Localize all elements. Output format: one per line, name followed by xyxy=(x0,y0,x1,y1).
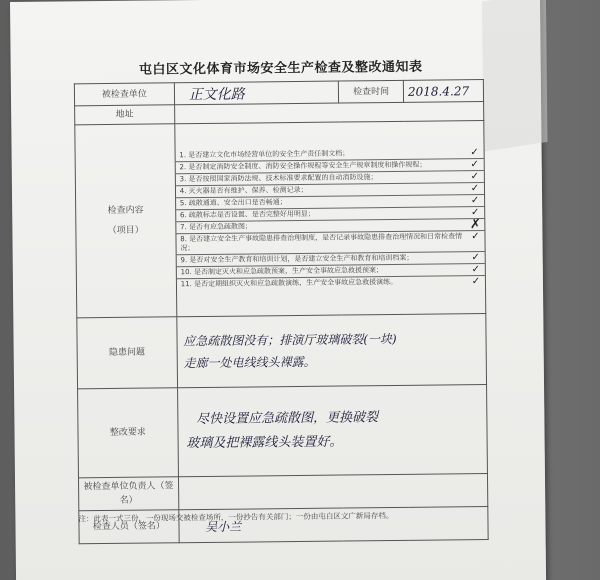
inspection-form-table xyxy=(74,79,489,544)
hazard-value-line2: 走廊一处电线线头裸露。 xyxy=(183,354,316,371)
inspection-item-text: 6. 疏散标志是否设置、是否完整好用明显； xyxy=(179,209,315,220)
inspection-items-cell xyxy=(175,121,486,317)
check-mark-icon: ✓ xyxy=(470,171,480,183)
check-mark-icon: ✓ xyxy=(471,276,481,288)
inspection-item-text: 11. 是否定期组织灭火和应急疏散演练，生产安全事故应急救援演练。 xyxy=(180,277,398,289)
inspector-label: 检查人员（签名） xyxy=(79,510,179,544)
content-label-cell xyxy=(75,124,177,318)
inspected-unit-value: 正文化路 xyxy=(174,81,339,105)
row-hazard xyxy=(77,314,487,389)
content-sub-label: （项目） xyxy=(107,225,144,236)
inspection-item-text: 2. 是否制定消防安全制度、消防安全操作规程等安全生产规章制度和操作规程； xyxy=(179,160,427,172)
check-mark-icon: ✓ xyxy=(471,252,480,264)
check-mark-icon: ✓ xyxy=(471,231,480,243)
footnote: 注：此表一式三份，一份现场交被检查场所，一份抄告有关部门；一份由屯白区文广新局存档。 xyxy=(78,511,394,524)
check-mark-icon: ✓ xyxy=(470,195,480,207)
inspection-item-text: 9. 是否对安全生产教育和培训计划，是否建立安全生产和教育和培训档案； xyxy=(180,253,414,265)
rectify-value-line1: 尽快设置应急疏散图，更换破裂 xyxy=(196,410,379,428)
hazard-value-line1: 应急疏散图没有；排演厅玻璃破裂(一块) xyxy=(183,331,397,349)
inspection-item-text: 4. 灭火器是否有维护、保养、检测记录； xyxy=(179,185,308,196)
hazard-label: 隐患问题 xyxy=(77,317,177,389)
row-inspection-content xyxy=(75,121,486,318)
rectify-value-line2: 玻璃及把裸露线头装置好。 xyxy=(186,434,343,452)
inspection-time-value: 2018.4.27 xyxy=(403,80,483,103)
document-title: 屯白区文化体育市场安全生产检查及整改通知表 xyxy=(138,59,423,78)
inspection-item xyxy=(177,276,485,290)
hazard-value-cell xyxy=(177,314,487,388)
inspection-item-text: 7. 是否有应急疏散图； xyxy=(180,222,253,232)
check-mark-icon: ✓ xyxy=(470,147,479,159)
inspection-item-text: 8. 是否建立安全生产事故隐患排查治理制度，是否记录事故隐患排查治理情况和日常检查情况； xyxy=(180,232,463,253)
inspection-item-text: 10. 是否制定灭火和应急疏散预案，生产安全事故应急救援预案； xyxy=(180,266,383,277)
check-mark-icon: ✓ xyxy=(470,183,480,195)
cross-mark-icon: ✗ xyxy=(469,217,481,233)
row-rectify xyxy=(78,385,488,478)
check-mark-icon: ✓ xyxy=(471,264,481,276)
check-mark-icon: ✓ xyxy=(470,159,479,171)
paper-fold-shadow xyxy=(482,0,547,152)
inspection-item-text: 3. 是否按照国家消防法规、技术标准要求配置的自动消防设施； xyxy=(179,173,378,184)
inspection-time-label: 检查时间 xyxy=(339,80,404,103)
rectify-value-cell xyxy=(177,385,487,477)
content-label: 检查内容 xyxy=(107,205,144,216)
address-label: 地址 xyxy=(75,105,175,125)
paper-sheet xyxy=(10,0,546,580)
rectify-label: 整改要求 xyxy=(78,388,179,478)
responsible-value xyxy=(178,474,488,510)
inspection-item-text: 1. 是否建立文化市场经营单位的安全生产责任制文档； xyxy=(179,149,350,160)
inspection-item-text: 5. 疏散通道、安全出口是否畅通； xyxy=(179,198,287,208)
row-responsible xyxy=(78,474,487,511)
responsible-label: 被检查单位负责人（签名） xyxy=(78,477,178,511)
inspected-unit-label: 被检查单位 xyxy=(74,83,174,106)
inspector-signature: 吴小兰 xyxy=(179,507,489,543)
check-mark-icon: ✓ xyxy=(470,207,480,219)
